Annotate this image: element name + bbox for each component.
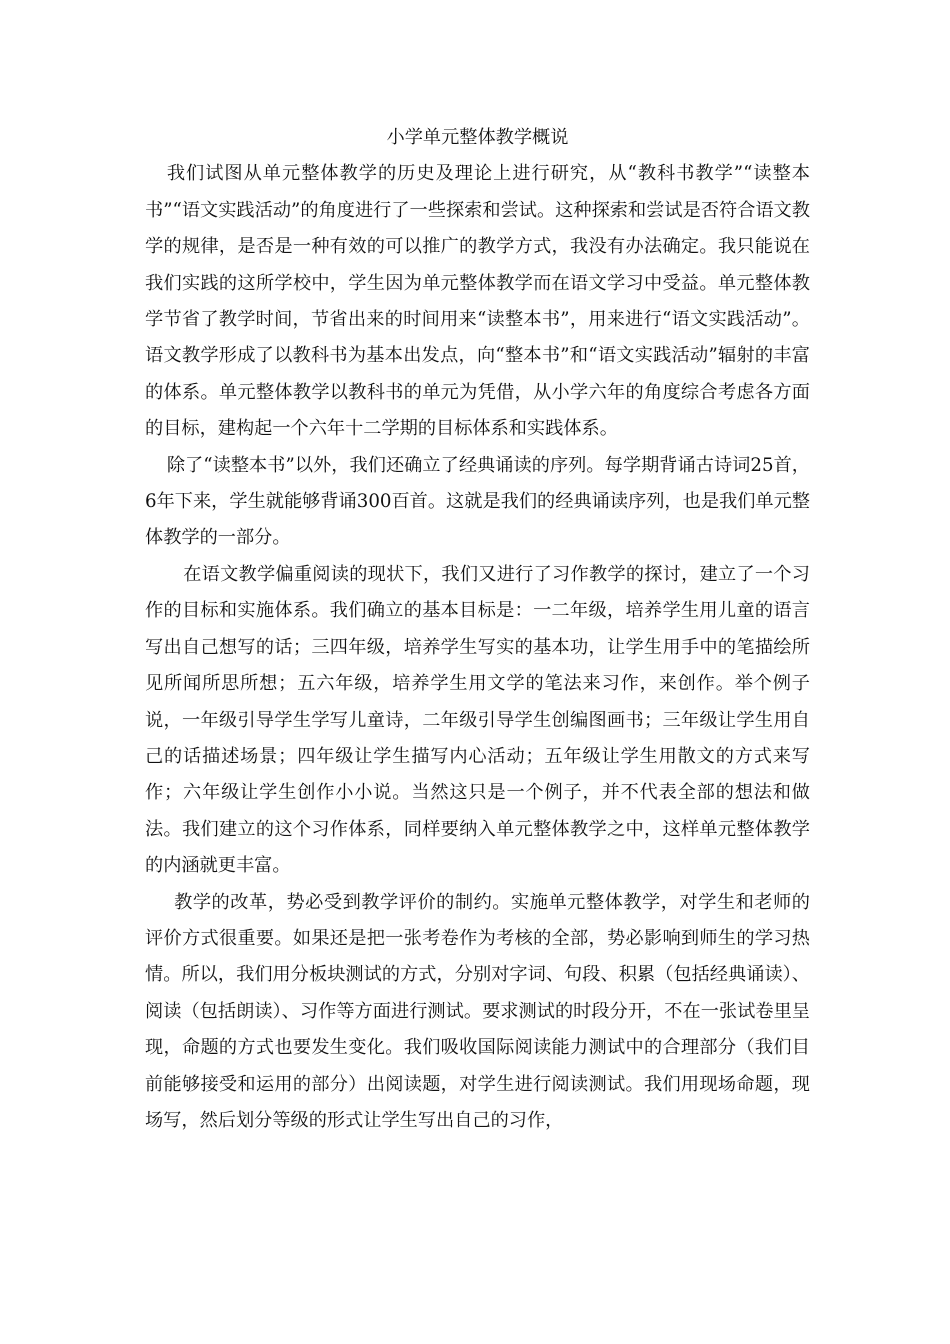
document-title: 小学单元整体教学概说: [386, 127, 569, 148]
paragraph-4: 教学的改革，势必受到教学评价的制约。实施单元整体教学，对学生和老师的评价方式很重要。如果还是把一张考卷作为考核的全部，势必影响到师生的学习热情。所以，我们用分板块测试的方式，分别对字词、句段、积累（包括经典诵读）、阅读（包括朗读）、习作等方面进行测试。要求测试的时段分开，不在一张试卷里呈现，命题的方式也要发生变化。我们吸收国际阅读能力测试中的合理部分（我们目前能够接受和运用的部分）出阅读题，对学生进行阅读测试。我们用现场命题，现场写，然后划分等级的形式让学生写出自己的习作，: [145, 891, 810, 1131]
paragraph-2: 除了“读整本书”以外，我们还确立了经典诵读的序列。每学期背诵古诗词25首，6年下来，学生就能够背诵300百首。这就是我们的经典诵读序列，也是我们单元整体教学的一部分。: [145, 454, 810, 549]
paragraph-3: 在语文教学偏重阅读的现状下，我们又进行了习作教学的探讨，建立了一个习作的目标和实施体系。我们确立的基本目标是：一二年级，培养学生用儿童的语言写出自己想写的话；三四年级，培养学生写实的基本功，让学生用手中的笔描绘所见所闻所思所想；五六年级，培养学生用文学的笔法来习作，来创作。举个例子说，一年级引导学生学写儿童诗，二年级引导学生创编图画书；三年级让学生用自己的话描述场景；四年级让学生描写内心活动；五年级让学生用散文的方式来写作；六年级让学生创作小小说。当然这只是一个例子，并不代表全部的想法和做法。我们建立的这个习作体系，同样要纳入单元整体教学之中，这样单元整体教学的内涵就更丰富。: [145, 563, 810, 877]
document-body: [145, 120, 810, 1139]
paragraph-1: 我们试图从单元整体教学的历史及理论上进行研究，从“教科书教学”“读整本书”“语文实践活动”的角度进行了一些探索和尝试。这种探索和尝试是否符合语文教学的规律，是否是一种有效的可以推广的教学方式，我没有办法确定。我只能说在我们实践的这所学校中，学生因为单元整体教学而在语文学习中受益。单元整体教学节省了教学时间，节省出来的时间用来“读整本书”，用来进行“语文实践活动”。语文教学形成了以教科书为基本出发点，向“整本书”和“语文实践活动”辐射的丰富的体系。单元整体教学以教科书的单元为凭借，从小学六年的角度综合考虑各方面的目标，建构起一个六年十二学期的目标体系和实践体系。: [145, 163, 810, 440]
